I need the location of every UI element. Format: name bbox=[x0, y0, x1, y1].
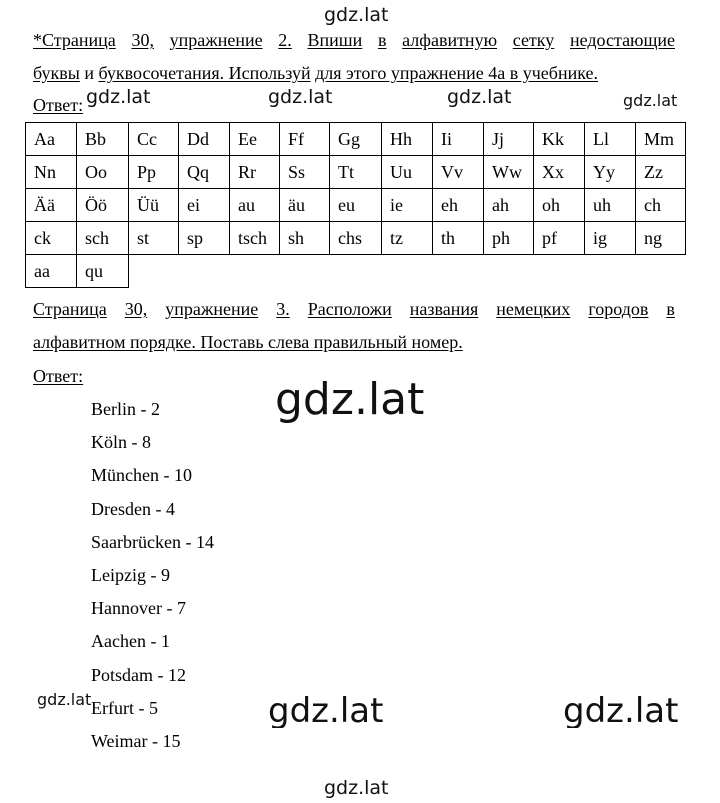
grid-cell: ei bbox=[179, 189, 230, 222]
watermark-large-center: gdz.lat bbox=[275, 374, 425, 425]
grid-cell: ph bbox=[484, 222, 534, 255]
grid-cell: Kk bbox=[534, 123, 585, 156]
heading-word: 30, bbox=[124, 299, 148, 319]
grid-cell: Zz bbox=[636, 156, 686, 189]
grid-row bbox=[26, 189, 686, 222]
grid-empty bbox=[230, 255, 280, 288]
exercise3-answer-label: Ответ: bbox=[33, 366, 84, 386]
heading-word: Страница bbox=[33, 299, 107, 319]
grid-cell: pf bbox=[534, 222, 585, 255]
grid-cell: Ee bbox=[230, 123, 280, 156]
watermark-left-small: gdz.lat bbox=[37, 690, 92, 709]
heading-word: 3. bbox=[276, 299, 290, 319]
grid-cell: Ww bbox=[484, 156, 534, 189]
grid-cell: ah bbox=[484, 189, 534, 222]
grid-cell: äu bbox=[280, 189, 330, 222]
heading-word: сетку bbox=[512, 30, 555, 50]
heading-word: Расположи bbox=[307, 299, 392, 319]
grid-cell: ch bbox=[636, 189, 686, 222]
grid-cell: Gg bbox=[330, 123, 382, 156]
grid-cell: Ff bbox=[280, 123, 330, 156]
grid-cell: tz bbox=[382, 222, 433, 255]
grid-cell: Hh bbox=[382, 123, 433, 156]
list-item: München - 10 bbox=[91, 465, 192, 486]
grid-empty bbox=[280, 255, 330, 288]
grid-cell: oh bbox=[534, 189, 585, 222]
grid-row bbox=[26, 156, 686, 189]
grid-cell: ng bbox=[636, 222, 686, 255]
heading-word: в bbox=[377, 30, 387, 50]
grid-cell: Ll bbox=[585, 123, 636, 156]
grid-cell: Rr bbox=[230, 156, 280, 189]
exercise2-heading-line1 bbox=[33, 31, 675, 49]
grid-cell: sp bbox=[179, 222, 230, 255]
grid-cell: Cc bbox=[129, 123, 179, 156]
list-item: Leipzig - 9 bbox=[91, 564, 170, 585]
grid-cell: st bbox=[129, 222, 179, 255]
grid-empty bbox=[179, 255, 230, 288]
grid-cell: Nn bbox=[26, 156, 77, 189]
list-item: Köln - 8 bbox=[91, 432, 151, 453]
grid-empty bbox=[330, 255, 382, 288]
grid-cell: ig bbox=[585, 222, 636, 255]
grid-cell: aa bbox=[26, 255, 77, 288]
heading-word: недостающие bbox=[570, 30, 675, 50]
heading-word: немецких bbox=[496, 299, 571, 319]
grid-empty bbox=[129, 255, 179, 288]
watermark-row-2: gdz.lat bbox=[268, 86, 333, 108]
heading-part: для этого упражнение 4а в учебнике. bbox=[315, 63, 599, 83]
heading-word: названия bbox=[409, 299, 479, 319]
grid-cell: eu bbox=[330, 189, 382, 222]
grid-cell: Öö bbox=[77, 189, 129, 222]
grid-cell: Bb bbox=[77, 123, 129, 156]
heading-word: в bbox=[666, 299, 675, 319]
grid-cell: Ii bbox=[433, 123, 484, 156]
grid-cell: Oo bbox=[77, 156, 129, 189]
exercise3-heading-line2: алфавитном порядке. Поставь слева правильный номер. bbox=[33, 332, 463, 352]
grid-cell: qu bbox=[77, 255, 129, 288]
list-item: Weimar - 15 bbox=[91, 730, 181, 751]
heading-word: упражнение bbox=[169, 30, 263, 50]
grid-cell: th bbox=[433, 222, 484, 255]
grid-cell: tsch bbox=[230, 222, 280, 255]
exercise2-answer-label: Ответ: bbox=[33, 95, 84, 115]
heading-word: упражнение bbox=[165, 299, 259, 319]
heading-word: алфавитную bbox=[402, 30, 498, 50]
grid-empty bbox=[585, 255, 636, 288]
watermark-bottom-right: gdz.lat bbox=[563, 694, 679, 728]
grid-cell: Yy bbox=[585, 156, 636, 189]
grid-cell: Qq bbox=[179, 156, 230, 189]
heading-word: 2. bbox=[278, 30, 292, 50]
list-item: Berlin - 2 bbox=[91, 399, 160, 419]
grid-cell: sh bbox=[280, 222, 330, 255]
grid-cell: au bbox=[230, 189, 280, 222]
grid-empty bbox=[636, 255, 686, 288]
grid-empty bbox=[382, 255, 433, 288]
watermark-bottom: gdz.lat bbox=[324, 777, 389, 799]
list-item: Dresden - 4 bbox=[91, 498, 175, 519]
heading-word: 30, bbox=[131, 30, 154, 50]
heading-part: буквы bbox=[33, 63, 80, 83]
grid-row bbox=[26, 255, 686, 288]
grid-cell: Pp bbox=[129, 156, 179, 189]
city-list bbox=[91, 399, 214, 764]
grid-cell: ck bbox=[26, 222, 77, 255]
grid-cell: Vv bbox=[433, 156, 484, 189]
list-item: Hannover - 7 bbox=[91, 598, 186, 619]
grid-empty bbox=[484, 255, 534, 288]
list-item: Saarbrücken - 14 bbox=[91, 531, 214, 552]
grid-cell: uh bbox=[585, 189, 636, 222]
grid-cell: Uu bbox=[382, 156, 433, 189]
exercise3-heading-line1 bbox=[33, 300, 675, 318]
heading-part: буквосочетания. Используй bbox=[98, 63, 311, 83]
list-item: Potsdam - 12 bbox=[91, 664, 187, 685]
list-item: Erfurt - 5 bbox=[91, 697, 158, 718]
heading-part: и bbox=[79, 63, 99, 83]
grid-cell: Ää bbox=[26, 189, 77, 222]
grid-cell: Xx bbox=[534, 156, 585, 189]
grid-cell: sch bbox=[77, 222, 129, 255]
grid-cell: Dd bbox=[179, 123, 230, 156]
grid-empty bbox=[433, 255, 484, 288]
watermark-row-3: gdz.lat bbox=[447, 86, 512, 108]
watermark-top: gdz.lat bbox=[324, 4, 389, 26]
grid-cell: Ss bbox=[280, 156, 330, 189]
grid-cell: Aa bbox=[26, 123, 77, 156]
exercise2-heading-line2 bbox=[33, 64, 675, 82]
grid-cell: chs bbox=[330, 222, 382, 255]
grid-cell: Tt bbox=[330, 156, 382, 189]
grid-cell: Jj bbox=[484, 123, 534, 156]
grid-cell: ie bbox=[382, 189, 433, 222]
grid-cell: eh bbox=[433, 189, 484, 222]
grid-row bbox=[26, 123, 686, 156]
grid-row bbox=[26, 222, 686, 255]
watermark-row-4: gdz.lat bbox=[623, 91, 678, 110]
list-item: Aachen - 1 bbox=[91, 631, 170, 652]
heading-word: городов bbox=[588, 299, 649, 319]
grid-cell: Üü bbox=[129, 189, 179, 222]
alphabet-grid bbox=[25, 122, 686, 288]
watermark-row-1: gdz.lat bbox=[86, 86, 151, 108]
heading-word: *Страница bbox=[33, 30, 116, 50]
grid-cell: Mm bbox=[636, 123, 686, 156]
grid-empty bbox=[534, 255, 585, 288]
watermark-bottom-mid: gdz.lat bbox=[268, 694, 384, 728]
heading-word: Впиши bbox=[307, 30, 363, 50]
